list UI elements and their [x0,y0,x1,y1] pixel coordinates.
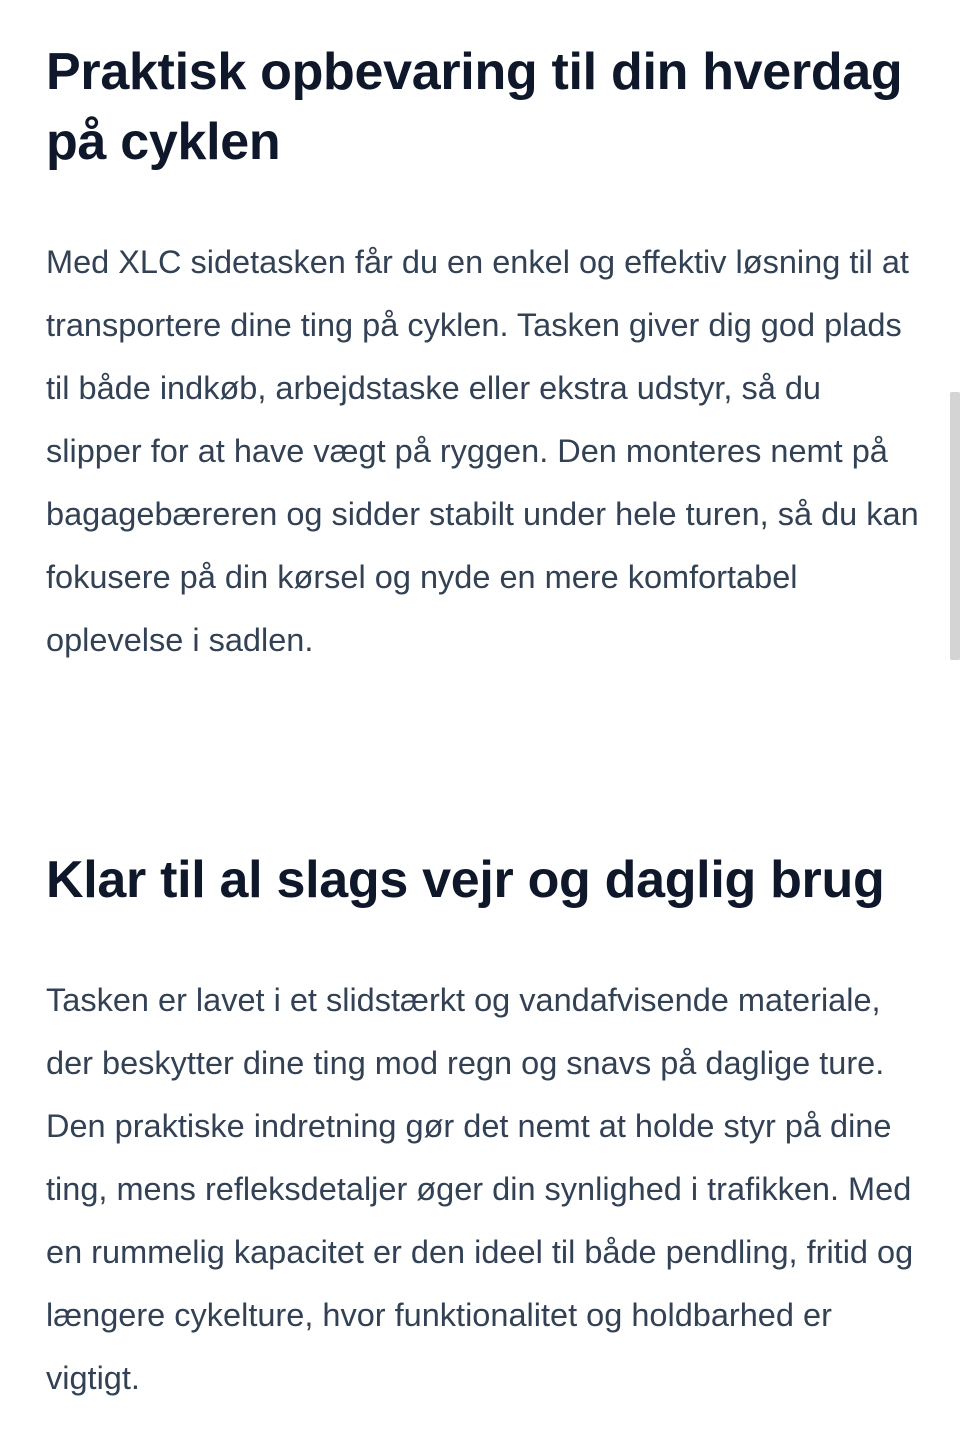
section-body-weather: Tasken er lavet i et slidstærkt og vandafvisende materiale, der beskytter dine ting mod regn og snavs på daglige ture. Den praktiske indretning gør det nemt at holde styr på dine ting, mens refleksdetaljer øger din synlighed i trafikken. Med en rummelig kapacitet er den ideel til både pendling, fritid og længere cykelture, hvor funktionalitet og holdbarhed er vigtigt. [46,982,914,1396]
section-title-weather: Klar til al slags vejr og daglig brug [46,851,885,909]
section-body-storage: Med XLC sidetasken får du en enkel og effektiv løsning til at transportere dine ting på cyklen. Tasken giver dig god plads til både indkøb, arbejdstaske eller ekstra udstyr, så du slipper for at have vægt på ryggen. Den monteres nemt på bagagebæreren og sidder stabilt under hele turen, så du kan fokusere på din kørsel og nyde en mere komfortabel oplevelse i sadlen. [46,244,919,658]
section-title-storage: Praktisk opbevaring til din hverdag på cyklen [46,43,903,171]
scrollbar-thumb[interactable] [950,392,960,660]
